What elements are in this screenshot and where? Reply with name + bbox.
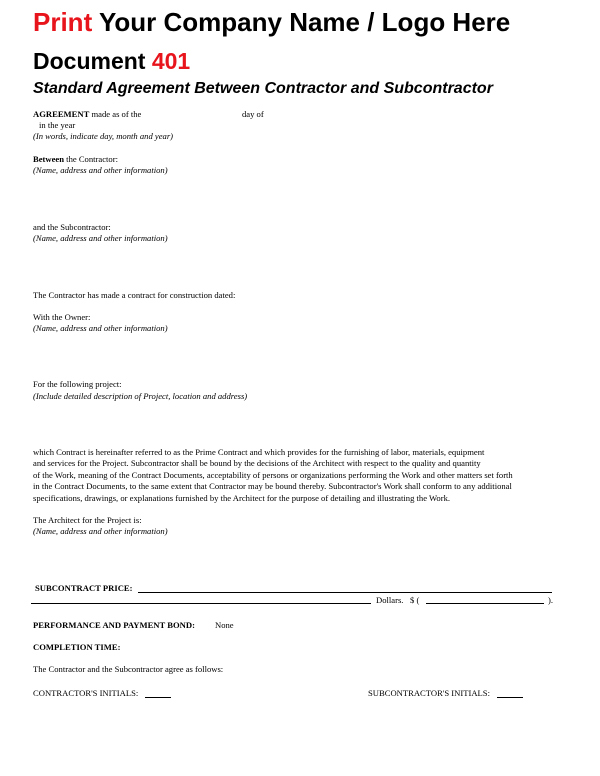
paragraph-line: in the Contract Documents, to the same extent that Contractor may be bound thereby. Subcontractor's Work shall conform to any additional: [33, 481, 512, 492]
document-subtitle: Standard Agreement Between Contractor and Subcontractor: [33, 80, 493, 97]
between-label: Between: [33, 154, 65, 164]
project-hint: (Include detailed description of Project, location and address): [33, 391, 248, 401]
owner-hint: (Name, address and other information): [33, 323, 168, 333]
price-words-field-1[interactable]: [138, 592, 552, 593]
completion-time-label: COMPLETION TIME:: [33, 642, 121, 652]
paragraph-line: specifications, drawings, or explanations furnished by the Architect for the purpose of detailing and illustrating the Work.: [33, 492, 451, 503]
architect-hint: (Name, address and other information): [33, 526, 168, 536]
subcontractor-hint: (Name, address and other information): [33, 233, 168, 243]
price-close-paren: ).: [548, 595, 554, 605]
company-logo-text: Your Company Name / Logo Here: [92, 7, 511, 37]
bond-label: PERFORMANCE AND PAYMENT BOND:: [33, 620, 195, 630]
contractor-text: the Contractor:: [64, 154, 118, 164]
agreement-day-of: day of: [242, 109, 264, 119]
contractor-initials-field[interactable]: [145, 697, 171, 698]
agreement-in-year: in the year: [39, 120, 76, 130]
company-name-placeholder: [33, 6, 510, 38]
prime-contract-paragraph: [33, 447, 573, 504]
agreement-label: AGREEMENT: [33, 109, 90, 119]
contract-dated-line: The Contractor has made a contract for construction dated:: [33, 290, 236, 300]
paragraph-line: which Contract is hereinafter referred to as the Prime Contract and which provides for the furnishing of labor, materials, equipment: [33, 447, 485, 457]
price-words-field-2[interactable]: [31, 603, 371, 604]
subcontract-price-label: SUBCONTRACT PRICE:: [35, 583, 133, 593]
agree-text: The Contractor and the Subcontractor agree as follows:: [33, 664, 224, 674]
contractor-initials-label: CONTRACTOR'S INITIALS:: [33, 688, 139, 698]
subcontractor-line: and the Subcontractor:: [33, 222, 111, 232]
document-title: [33, 47, 190, 75]
contractor-hint: (Name, address and other information): [33, 165, 168, 175]
print-word: Print: [33, 7, 93, 37]
price-dollar-sign: $ (: [410, 595, 420, 605]
agreement-line: [33, 109, 141, 120]
bond-value: None: [215, 620, 234, 630]
agreement-made-text: made as of the: [89, 109, 142, 119]
contractor-line: [33, 154, 118, 165]
subcontractor-initials-label: SUBCONTRACTOR'S INITIALS:: [368, 688, 490, 698]
architect-line: The Architect for the Project is:: [33, 515, 142, 525]
owner-line: With the Owner:: [33, 312, 91, 322]
document-number: 401: [151, 48, 191, 74]
paragraph-line: of the Work, meaning of the Contract Documents, acceptability of persons or organizations performing the Work and other matters set forth: [33, 469, 513, 480]
price-dollars-text: Dollars.: [376, 595, 404, 605]
agreement-hint: (In words, indicate day, month and year): [33, 131, 174, 141]
subcontractor-initials-field[interactable]: [497, 697, 523, 698]
project-line: For the following project:: [33, 379, 122, 389]
document-word: Document: [33, 48, 152, 74]
paragraph-line: and services for the Project. Subcontractor shall be bound by the decisions of the Architect with respect to the quality and quantity: [33, 458, 481, 469]
price-amount-field[interactable]: [426, 603, 544, 604]
